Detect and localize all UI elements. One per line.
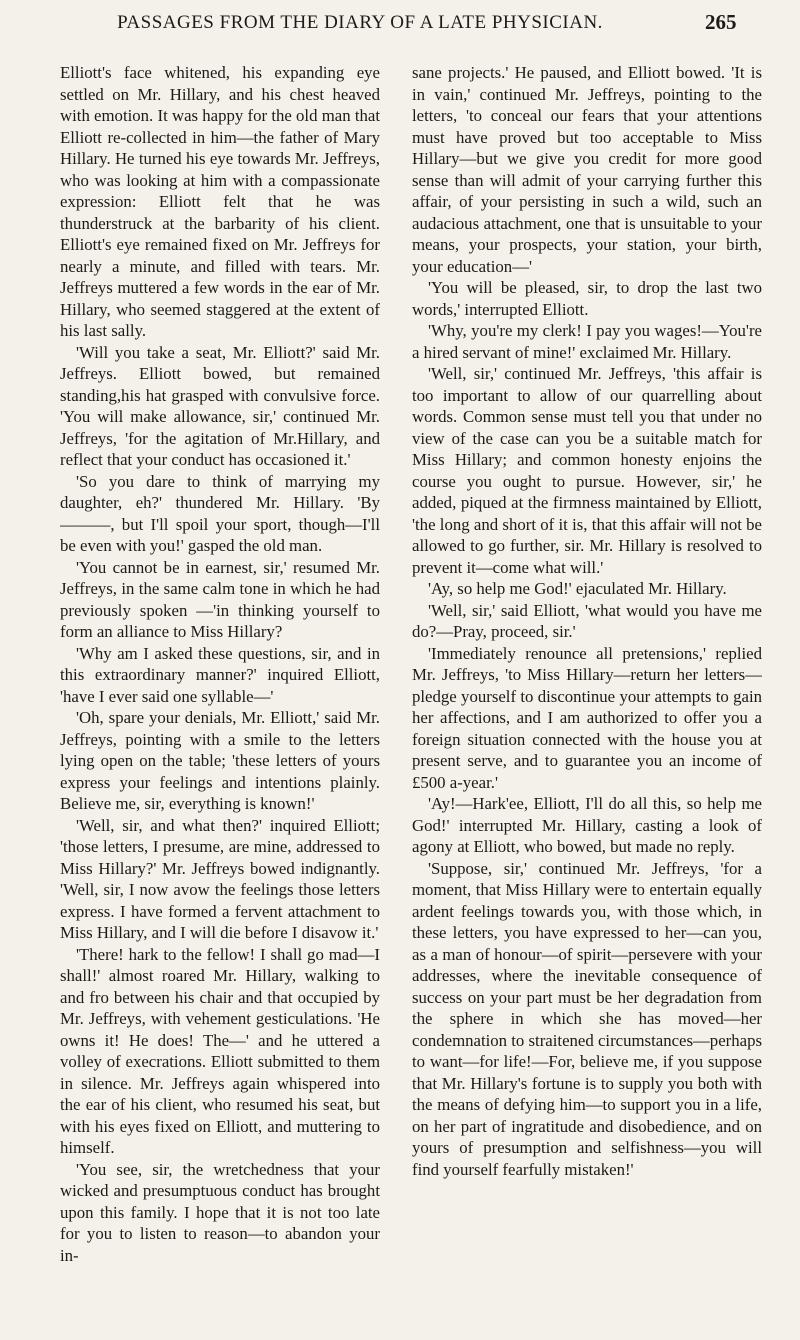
left-column	[60, 62, 380, 1320]
paragraph: 'Immediately renounce all pretensions,' replied Mr. Jeffreys, 'to Miss Hillary—return her letters—pledge yourself to discontinue your attempts to gain her affections, and I am authorized to offer you a foreign situation connected with the house you at present serve, and to guarantee you an income of £500 a-year.'	[412, 643, 762, 792]
paragraph: 'Well, sir, and what then?' inquired Elliott; 'those letters, I presume, are mine, addressed to Miss Hillary?' Mr. Jeffreys bowed indignantly. 'Well, sir, I now avow the feelings those letters express. I have formed a fervent attachment to Miss Hillary, and I will die before I disavow it.'	[60, 815, 380, 942]
paragraph: Elliott's face whitened, his expanding eye settled on Mr. Hillary, and his chest heaved with emotion. It was happy for the old man that Elliott re-collected in him—the father of Mary Hillary. He turned his eye towards Mr. Jeffreys, who was looking at him with a compassionate expression: Elliott felt that he was thunderstruck at the barbarity of his client. Elliott's eye remained fixed on Mr. Jeffreys for nearly a minute, and filled with tears. Mr. Jeffreys muttered a few words in the ear of Mr. Hillary, who seemed staggered at the extent of his last sally.	[60, 63, 380, 340]
paragraph: 'You see, sir, the wretchedness that your wicked and presumptuous conduct has brought upon this family. I hope that it is not too late for you to listen to reason—to abandon your in-	[60, 1159, 380, 1265]
paragraph: sane projects.' He paused, and Elliott bowed. 'It is in vain,' continued Mr. Jeffreys, pointing to the letters, 'to conceal our fears that your attentions must have proved but too acceptable to Miss Hillary—but we give you credit for more good sense than will admit of your carrying further this affair, of your persisting in such a wild, such an audacious attachment, one that is unsuitable to your means, your prospects, your station, your birth, your education—'	[412, 63, 762, 276]
paragraph: 'Well, sir,' continued Mr. Jeffreys, 'this affair is too important to allow of our quarrelling about words. Common sense must tell you that under no view of the case can you be a suitable match for Miss Hillary; and common honesty enjoins the course you ought to pursue. However, sir,' he added, piqued at the firmness maintained by Elliott, 'the long and short of it is, that this affair will not be allowed to go further, sir. Mr. Hillary is resolved to prevent it—come what will.'	[412, 364, 762, 577]
paragraph: 'You will be pleased, sir, to drop the last two words,' interrupted Elliott.	[412, 278, 762, 319]
page-number: 265	[705, 10, 737, 34]
paragraph: 'Why am I asked these questions, sir, and in this extraordinary manner?' inquired Elliott, 'have I ever said one syllable—'	[60, 643, 380, 706]
paragraph: 'Ay, so help me God!' ejaculated Mr. Hillary.	[428, 579, 727, 598]
paragraph: 'So you dare to think of marrying my daughter, eh?' thundered Mr. Hillary. 'By ———, but I'll spoil your sport, though—I'll be even with you!' gasped the old man.	[60, 471, 380, 555]
paragraph: 'Why, you're my clerk! I pay you wages!—You're a hired servant of mine!' exclaimed Mr. Hillary.	[412, 321, 762, 362]
paragraph: 'Will you take a seat, Mr. Elliott?' said Mr. Jeffreys. Elliott bowed, but remained standing,his hat grasped with convulsive force. 'You will make allowance, sir,' continued Mr. Jeffreys, 'for the agitation of Mr.Hillary, and reflect that your conduct has occasioned it.'	[60, 342, 380, 469]
paragraph: 'Oh, spare your denials, Mr. Elliott,' said Mr. Jeffreys, pointing with a smile to the letters lying open on the table; 'these letters of yours express your feelings and intentions plainly. Believe me, sir, everything is known!'	[60, 708, 380, 813]
paragraph: 'Ay!—Hark'ee, Elliott, I'll do all this, so help me God!' interrupted Mr. Hillary, casting a look of agony at Elliott, who bowed, but made no reply.	[412, 794, 762, 856]
right-column	[412, 62, 762, 1320]
paragraph: 'Suppose, sir,' continued Mr. Jeffreys, 'for a moment, that Miss Hillary were to entertain equally ardent feelings towards you, with those which, in these letters, you have expressed to her—can you, as a man of honour—of spirit—persevere with your addresses, where the inevitable consequence of success on your part must be her degradation from the sphere in which she has moved—her condemnation to straitened circumstances—perhaps to want—for life!—For, believe me, if you suppose that Mr. Hillary's fortune is to supply you both with the means of defying him—to support you in a life, on her part of ingratitude and disobedience, and on yours of presumption and selfishness—you will find yourself fearfully mistaken!'	[412, 858, 762, 1179]
paragraph: 'Well, sir,' said Elliott, 'what would you have me do?—Pray, proceed, sir.'	[412, 600, 762, 641]
column-gutter	[395, 60, 396, 1320]
paragraph: 'There! hark to the fellow! I shall go mad—I shall!' almost roared Mr. Hillary, walking to and fro between his chair and that occupied by Mr. Jeffreys, with vehement gesticulations. 'He owns it! He does! The—' and he uttered a volley of execrations. Elliott submitted to them in silence. Mr. Jeffreys again whispered into the ear of his client, who resumed his seat, but with his eyes fixed on Elliott, and muttering to himself.	[60, 944, 380, 1157]
paragraph: 'You cannot be in earnest, sir,' resumed Mr. Jeffreys, in the same calm tone in which he had previously spoken —'in thinking yourself to form an alliance to Miss Hillary?	[60, 557, 380, 641]
running-title: PASSAGES FROM THE DIARY OF A LATE PHYSICIAN.	[117, 12, 603, 33]
